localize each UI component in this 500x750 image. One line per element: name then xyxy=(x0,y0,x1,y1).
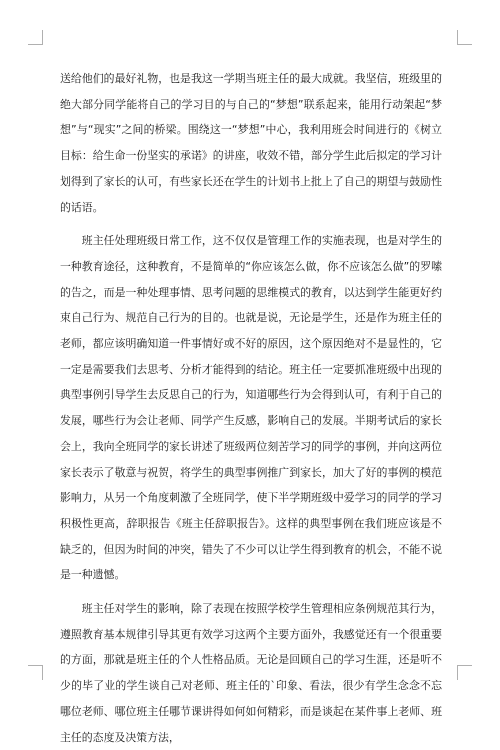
crop-mark-bottom-right xyxy=(457,665,472,680)
crop-mark-top-right xyxy=(457,30,472,45)
crop-mark-bottom-left xyxy=(28,665,43,680)
paragraph-daily-work: 班主任处理班级日常工作，这不仅仅是管理工作的实施表现，也是对学生的一种教育途径，这种教育，不是简单的“你应该怎么做，你不应该怎么做”的罗嗦的告之，而是一种处理事情、思考问题的思维模式的教育，以达到学生能更好约束自己行为、规范自己行为的目的。也就是说，无论是学生，还是作为班主任的老师，都应该明确知道一件事情好或不好的原因，这个原因绝对不是显性的，它一定是需要我们去思考、分析才能得到的结论。班主任一定要抓准班级中出现的典型事例引导学生去反思自己的行为，知道哪些行为会得到认可，有利于自己的发展，哪些行为会让老师、同学产生反感，影响自己的发展。半期考试后的家长会上，我向全班同学的家长讲述了班级两位刻苦学习的同学的事例，并向这两位家长表示了敬意与祝贺，将学生的典型事例推广到家长，加大了好的事例的模范影响力，从另一个角度刺激了全班同学，使下半学期班级中爱学习的同学的学习积极性更高，辞职报告《班主任辞职报告》。这样的典型事例在我们班应该是不缺乏的，但因为时间的冲突，错失了不少可以让学生得到教育的机会，不能不说是一种遗憾。 xyxy=(60,234,442,582)
paragraph-teacher-influence: 班主任对学生的影响，除了表现在按照学校学生管理相应条例规范其行为，遵照教育基本规律引导其更有效学习这两个主要方面外，我感觉还有一个很重要的方面，那就是班主任的个人性格品质。无论是回顾自己的学习生涯，还是听不少的毕了业的学生谈自己对老师、班主任的`印象、看法，很少有学生念念不忘哪位老师、哪位班主任哪节课讲得如何如何精彩，而是谈起在某件事上老师、班主任的态度及决策方法， xyxy=(60,602,442,744)
document-body xyxy=(60,66,442,750)
crop-mark-top-left xyxy=(28,30,43,45)
paragraph-continued: 送给他们的最好礼物，也是我这一学期当班主任的最大成就。我坚信，班级里的绝大部分同学能将自己的学习目的与自己的“梦想”联系起来，能用行动架起“梦想”与“现实”之间的桥梁。围绕这一“梦想”中心，我利用班会时间进行的《树立目标：给生命一份坚实的承诺》的讲座，收效不错，部分学生此后拟定的学习计划得到了家长的认可，有些家长还在学生的计划书上批上了自己的期望与鼓励性的话语。 xyxy=(60,72,442,214)
